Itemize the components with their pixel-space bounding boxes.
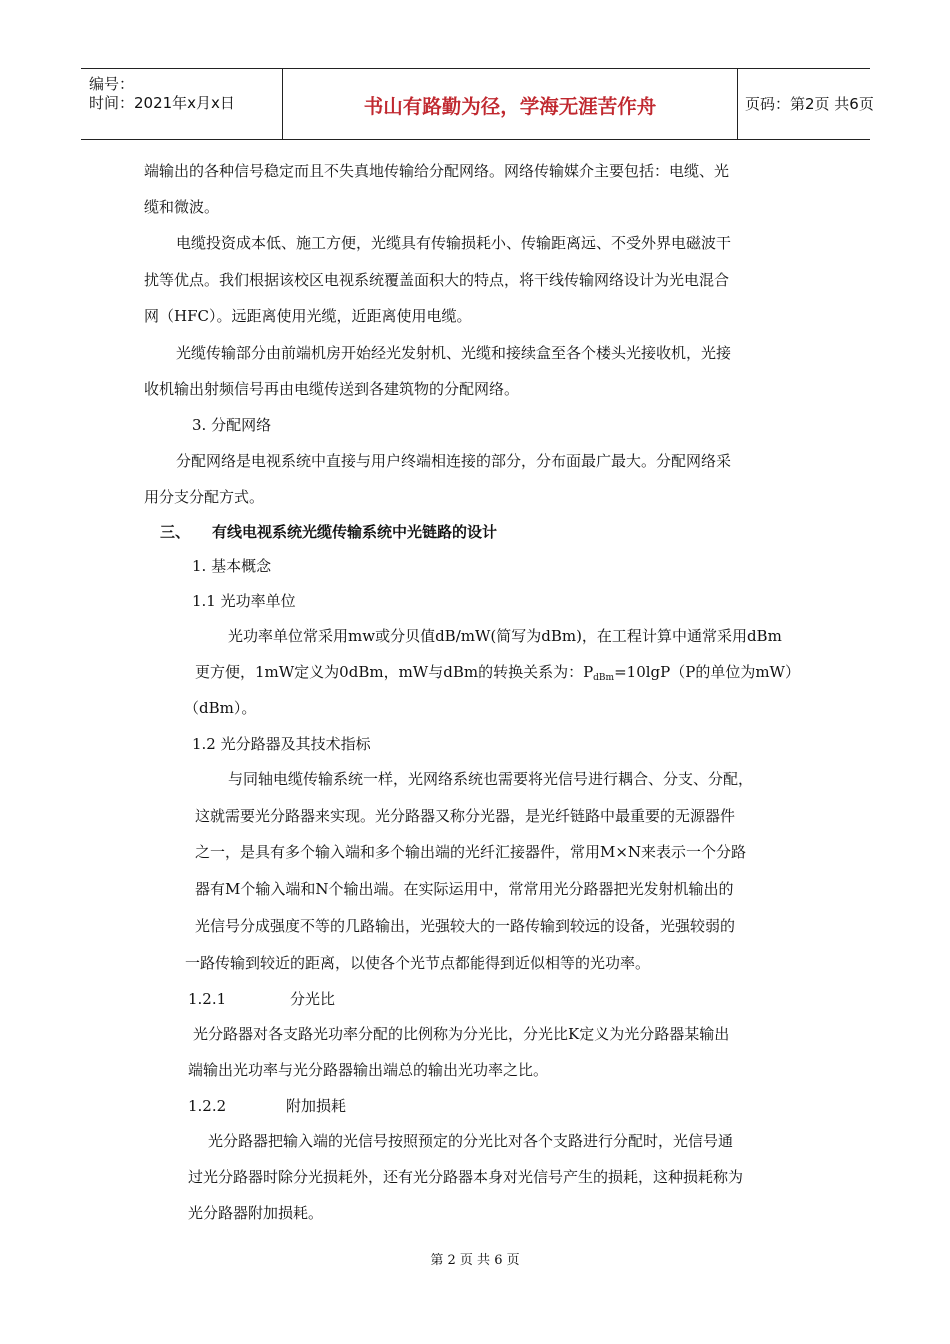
header-page-label: 页码：第2页 共6页 bbox=[745, 95, 874, 113]
heading-excess-loss: 附加损耗 bbox=[286, 1097, 347, 1115]
header-center-cell bbox=[282, 69, 738, 139]
paragraph-line: 收机输出射频信号再由电缆传送到各建筑物的分配网络。 bbox=[144, 380, 520, 398]
subsection-heading-distribution: 3. 分配网络 bbox=[192, 416, 272, 434]
paragraph-line: 光分路器对各支路光功率分配的比例称为分光比，分光比K定义为光分路器某输出 bbox=[193, 1025, 730, 1043]
paragraph-line: 这就需要光分路器来实现。光分路器又称分光器，是光纤链路中最重要的无源器件 bbox=[195, 807, 736, 825]
paragraph-line: （dBm）。 bbox=[184, 699, 257, 717]
header-right-cell bbox=[737, 69, 874, 139]
paragraph-line: 分配网络是电视系统中直接与用户终端相连接的部分，分布面最广最大。分配网络采 bbox=[176, 452, 732, 470]
formula-text: 更方便，1mW定义为0dBm，mW与dBm的转换关系为：P bbox=[195, 663, 594, 681]
paragraph-line: 之一，是具有多个输入端和多个输出端的光纤汇接器件，常用M×N来表示一个分路 bbox=[195, 843, 747, 861]
paragraph-line: 过光分路器时除分光损耗外，还有光分路器本身对光信号产生的损耗，这种损耗称为 bbox=[188, 1168, 744, 1186]
paragraph-line: 光功率单位常采用mw或分贝值dB/mW(简写为dBm)，在工程计算中通常采用dBm bbox=[228, 627, 782, 645]
heading-number-1-2-2: 1.2.2 bbox=[188, 1097, 227, 1115]
paragraph-line: 网（HFC）。远距离使用光缆，近距离使用电缆。 bbox=[144, 307, 472, 325]
formula-text: =10lgP（P的单位为mW） bbox=[614, 663, 800, 681]
paragraph-line: 器有M个输入端和N个输出端。在实际运用中，常常用光分路器把光发射机输出的 bbox=[195, 880, 734, 898]
paragraph-line: 光信号分成强度不等的几路输出，光强较大的一路传输到较远的设备，光强较弱的 bbox=[195, 917, 736, 935]
heading-optical-power-unit: 1.1 光功率单位 bbox=[192, 592, 296, 610]
paragraph-line: 光分路器把输入端的光信号按照预定的分光比对各个支路进行分配时，光信号通 bbox=[208, 1132, 734, 1150]
header-left-cell bbox=[81, 69, 282, 139]
heading-optical-splitter: 1.2 光分路器及其技术指标 bbox=[192, 735, 371, 753]
heading-number-1-2-1: 1.2.1 bbox=[188, 990, 227, 1008]
document-number-label: 编号： bbox=[89, 75, 135, 93]
section-title: 有线电视系统光缆传输系统中光链路的设计 bbox=[212, 523, 498, 541]
header-motto: 书山有路勤为径，学海无涯苦作舟 bbox=[363, 95, 657, 118]
page-footer: 第 2 页 共 6 页 bbox=[430, 1253, 520, 1268]
document-header bbox=[81, 68, 874, 140]
paragraph-line: 端输出光功率与光分路器输出端总的输出光功率之比。 bbox=[188, 1061, 549, 1079]
document-time-label: 时间：2021年x月x日 bbox=[89, 94, 235, 112]
paragraph-line: 电缆投资成本低、施工方便，光缆具有传输损耗小、传输距离远、不受外界电磁波干 bbox=[176, 234, 732, 252]
paragraph-line: 扰等优点。我们根据该校区电视系统覆盖面积大的特点，将干线传输网络设计为光电混合 bbox=[144, 271, 730, 289]
heading-basic-concepts: 1. 基本概念 bbox=[192, 557, 272, 575]
paragraph-line: 端输出的各种信号稳定而且不失真地传输给分配网络。网络传输媒介主要包括：电缆、光 bbox=[144, 162, 730, 180]
paragraph-line-formula bbox=[195, 662, 800, 688]
heading-split-ratio: 分光比 bbox=[290, 990, 336, 1008]
paragraph-line: 与同轴电缆传输系统一样，光网络系统也需要将光信号进行耦合、分支、分配， bbox=[228, 770, 754, 788]
paragraph-line: 一路传输到较近的距离，以使各个光节点都能得到近似相等的光功率。 bbox=[185, 954, 651, 972]
formula-subscript: dBm bbox=[593, 673, 615, 683]
paragraph-line: 光缆传输部分由前端机房开始经光发射机、光缆和接续盒至各个楼头光接收机，光接 bbox=[176, 344, 732, 362]
paragraph-line: 光分路器附加损耗。 bbox=[188, 1204, 324, 1222]
paragraph-line: 缆和微波。 bbox=[144, 198, 220, 216]
section-number: 三、 bbox=[160, 523, 191, 541]
paragraph-line: 用分支分配方式。 bbox=[144, 488, 265, 506]
